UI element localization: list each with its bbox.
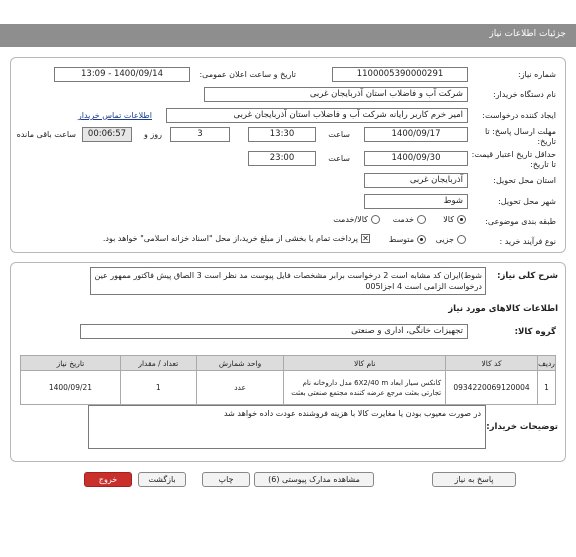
page-title: جزئیات اطلاعات نیاز bbox=[489, 29, 566, 39]
category-both-label: کالا/خدمت bbox=[333, 215, 368, 224]
need-number-label: شماره نیاز: bbox=[518, 70, 556, 79]
category-service-label: خدمت bbox=[392, 215, 414, 224]
category-option-service[interactable] bbox=[393, 215, 426, 224]
need-number-field: 1100005390000291 bbox=[332, 67, 468, 82]
category-option-both[interactable] bbox=[333, 215, 380, 224]
city-field: شوط bbox=[364, 194, 468, 209]
province-label: استان محل تحویل: bbox=[493, 176, 556, 185]
treasury-payment-option[interactable] bbox=[103, 234, 370, 243]
process-label: نوع فرآیند خرید : bbox=[499, 237, 556, 246]
category-goods-radio[interactable] bbox=[457, 215, 466, 224]
col-name: نام کالا bbox=[284, 356, 446, 371]
goods-table-header bbox=[21, 356, 556, 371]
col-qty: تعداد / مقدار bbox=[120, 356, 196, 371]
process-option-small[interactable] bbox=[436, 235, 466, 244]
col-code: کد کالا bbox=[446, 356, 538, 371]
col-date: تاریخ نیاز bbox=[21, 356, 121, 371]
province-field: آذربایجان غربی bbox=[364, 173, 468, 188]
buyer-notes-text: در صورت معیوب بودن یا مغایرت کالا با هزینه فروشنده عودت داده خواهد شد bbox=[88, 405, 486, 449]
row-qty: 1 bbox=[120, 371, 196, 405]
row-unit: عدد bbox=[196, 371, 284, 405]
process-medium-label: متوسط bbox=[388, 235, 414, 244]
row-name: کانکس سیار ابعاد 6X2/40 m مدل داروخانه نام تجارتی بعثت مرجع عرضه کننده مجتمع صنعتی بعثت bbox=[284, 371, 446, 405]
validity-label: حداقل تاریخ اعتبار قیمت: تا تاریخ: bbox=[471, 150, 556, 169]
table-row[interactable] bbox=[21, 371, 556, 405]
buyer-org-field: شرکت آب و فاضلاب استان آذربایجان غربی bbox=[204, 87, 468, 102]
buyer-notes-label: توضیحات خریدار: bbox=[486, 422, 558, 432]
reply-button[interactable]: پاسخ به نیاز bbox=[432, 472, 516, 487]
treasury-note: پرداخت تمام یا بخشی از مبلغ خرید،از محل "اسناد خزانه اسلامی" خواهد بود. bbox=[102, 234, 358, 243]
row-date: 1400/09/21 bbox=[21, 371, 121, 405]
row-code: 0934220069120004 bbox=[446, 371, 538, 405]
exit-button[interactable]: خروج bbox=[84, 472, 132, 487]
remaining-time-field: 00:06:57 bbox=[82, 127, 132, 142]
category-goods-label: کالا bbox=[443, 215, 454, 224]
page-header bbox=[0, 24, 576, 47]
col-index: ردیف bbox=[538, 356, 556, 371]
goods-table bbox=[20, 355, 556, 405]
process-small-label: جزیی bbox=[435, 235, 454, 244]
category-option-goods[interactable] bbox=[443, 215, 466, 224]
category-service-radio[interactable] bbox=[417, 215, 426, 224]
goods-group-label: گروه کالا: bbox=[514, 327, 556, 337]
days-label: روز و bbox=[144, 130, 162, 139]
col-unit: واحد شمارش bbox=[196, 356, 284, 371]
deadline-time-field: 13:30 bbox=[248, 127, 316, 142]
description-text: شوط)ایران کد مشابه است 2 درخواست برابر مشخصات فایل پیوست مد نظر است 3 الصاق پیش فاکتور ممهور عین درخواست الزامی است 4 اجزا005 bbox=[90, 267, 486, 295]
validity-time-label: ساعت bbox=[328, 154, 350, 163]
city-label: شهر محل تحویل: bbox=[498, 197, 556, 206]
validity-time-field: 23:00 bbox=[248, 151, 316, 166]
announce-datetime-field: 1400/09/14 - 13:09 bbox=[54, 67, 190, 82]
announce-label: تاریخ و ساعت اعلان عمومی: bbox=[199, 70, 296, 79]
remaining-label: ساعت باقی مانده bbox=[16, 130, 76, 139]
description-label: شرح کلی نیاز: bbox=[497, 271, 558, 281]
treasury-checkbox[interactable]: ✕ bbox=[362, 234, 369, 243]
process-small-radio[interactable] bbox=[457, 235, 466, 244]
deadline-date-field: 1400/09/17 bbox=[364, 127, 468, 142]
creator-field: امیر خرم کاربر رایانه شرکت آب و فاضلاب استان آذربایجان غربی bbox=[166, 108, 468, 123]
deadline-label: مهلت ارسال پاسخ: تا تاریخ: bbox=[484, 127, 556, 146]
goods-table-wrap bbox=[20, 355, 556, 405]
buyer-org-label: نام دستگاه خریدار: bbox=[493, 90, 556, 99]
print-button[interactable]: چاپ bbox=[202, 472, 250, 487]
process-option-medium[interactable] bbox=[389, 235, 426, 244]
process-medium-radio[interactable] bbox=[417, 235, 426, 244]
validity-date-field: 1400/09/30 bbox=[364, 151, 468, 166]
category-both-radio[interactable] bbox=[371, 215, 380, 224]
goods-section-title: اطلاعات کالاهای مورد نیاز bbox=[448, 304, 558, 314]
row-index: 1 bbox=[538, 371, 556, 405]
creator-label: ایجاد کننده درخواست: bbox=[482, 111, 556, 120]
days-left-field: 3 bbox=[170, 127, 230, 142]
deadline-time-label: ساعت bbox=[328, 130, 350, 139]
goods-group-field: تجهیزات خانگی، اداری و صنعتی bbox=[80, 324, 468, 339]
category-label: طبقه بندی موضوعی: bbox=[485, 217, 556, 226]
back-button[interactable]: بازگشت bbox=[138, 472, 186, 487]
attachments-button[interactable]: مشاهده مدارک پیوستی (6) bbox=[254, 472, 374, 487]
buyer-contact-link[interactable]: اطلاعات تماس خریدار bbox=[77, 111, 152, 120]
